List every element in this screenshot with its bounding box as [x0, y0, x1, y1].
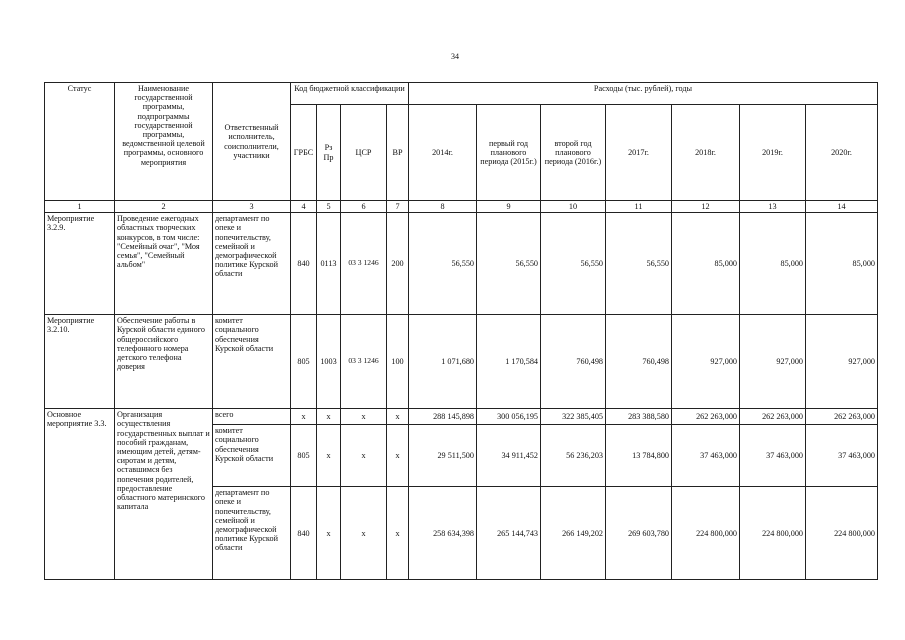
row-value-2018: 927,000	[672, 315, 740, 409]
row-executor: департамент по опеке и попечительству, семейной и демографической политике Курской области	[213, 213, 291, 315]
row-value-2020: 37 463,000	[806, 425, 878, 487]
row-value-2019: 85,000	[740, 213, 806, 315]
column-number: 3	[213, 201, 291, 213]
row-value-2017: 760,498	[606, 315, 672, 409]
column-number: 7	[387, 201, 409, 213]
column-number: 13	[740, 201, 806, 213]
header-status: Статус	[45, 83, 115, 201]
row-name: Проведение ежегодных областных творческих конкурсов, в том числе: "Семейный очаг", "Моя семья", "Семейный альбом"	[115, 213, 213, 315]
row-csr: x	[341, 487, 387, 580]
group-status: Основное мероприятие 3.3.	[45, 409, 115, 580]
column-number: 8	[409, 201, 477, 213]
row-value-2014: 1 071,680	[409, 315, 477, 409]
row-rzpr: x	[317, 409, 341, 425]
row-csr: 03 3 1246	[341, 315, 387, 409]
row-value-2017: 283 388,580	[606, 409, 672, 425]
row-value-2016: 56 236,203	[541, 425, 606, 487]
header-year-2018: 2018г.	[672, 105, 740, 201]
row-value-2015: 34 911,452	[477, 425, 541, 487]
column-number: 9	[477, 201, 541, 213]
row-value-2014: 258 634,398	[409, 487, 477, 580]
row-executor: комитет социального обеспечения Курской области	[213, 425, 291, 487]
row-grbs: 840	[291, 487, 317, 580]
row-csr: x	[341, 409, 387, 425]
row-rzpr: x	[317, 425, 341, 487]
row-value-2017: 56,550	[606, 213, 672, 315]
header-year-2019: 2019г.	[740, 105, 806, 201]
header-expenses: Расходы (тыс. рублей), годы	[409, 83, 878, 105]
row-grbs: 805	[291, 425, 317, 487]
table-row	[45, 409, 878, 425]
group-name: Организация осуществления государственных выплат и пособий гражданам, имеющим детей, детям-сиротам и детям, оставшимся без попечения родителей, предоставление областного материнского капитала	[115, 409, 213, 580]
row-status: Мероприятие 3.2.10.	[45, 315, 115, 409]
header-year-2017: 2017г.	[606, 105, 672, 201]
header-vr: ВР	[387, 105, 409, 201]
column-number: 2	[115, 201, 213, 213]
row-value-2015: 56,550	[477, 213, 541, 315]
row-value-2020: 85,000	[806, 213, 878, 315]
row-value-2015: 1 170,584	[477, 315, 541, 409]
row-value-2016: 56,550	[541, 213, 606, 315]
row-value-2018: 224 800,000	[672, 487, 740, 580]
row-status: Мероприятие 3.2.9.	[45, 213, 115, 315]
row-value-2018: 85,000	[672, 213, 740, 315]
row-value-2014: 56,550	[409, 213, 477, 315]
row-executor: всего	[213, 409, 291, 425]
column-number-row	[45, 201, 878, 213]
column-number: 14	[806, 201, 878, 213]
header-year-2020: 2020г.	[806, 105, 878, 201]
column-number: 12	[672, 201, 740, 213]
row-executor: комитет социального обеспечения Курской области	[213, 315, 291, 409]
row-value-2019: 262 263,000	[740, 409, 806, 425]
row-vr: 100	[387, 315, 409, 409]
header-year-2015: первый год планового периода (2015г.)	[477, 105, 541, 201]
row-value-2016: 266 149,202	[541, 487, 606, 580]
row-value-2016: 322 385,405	[541, 409, 606, 425]
row-value-2020: 927,000	[806, 315, 878, 409]
row-csr: x	[341, 425, 387, 487]
row-value-2014: 29 511,500	[409, 425, 477, 487]
column-number: 4	[291, 201, 317, 213]
row-value-2019: 224 800,000	[740, 487, 806, 580]
row-value-2018: 262 263,000	[672, 409, 740, 425]
column-number: 6	[341, 201, 387, 213]
header-grbs: ГРБС	[291, 105, 317, 201]
table-row	[45, 213, 878, 315]
row-value-2015: 300 056,195	[477, 409, 541, 425]
row-vr: x	[387, 409, 409, 425]
row-rzpr: 0113	[317, 213, 341, 315]
table-row	[45, 315, 878, 409]
header-rzpr: Рз Пр	[317, 105, 341, 201]
row-csr: 03 3 1246	[341, 213, 387, 315]
page-number: 34	[451, 52, 459, 61]
row-vr: x	[387, 487, 409, 580]
row-value-2017: 269 603,780	[606, 487, 672, 580]
row-value-2019: 37 463,000	[740, 425, 806, 487]
header-csr: ЦСР	[341, 105, 387, 201]
row-value-2019: 927,000	[740, 315, 806, 409]
row-value-2018: 37 463,000	[672, 425, 740, 487]
header-budget-code: Код бюджетной классификации	[291, 83, 409, 105]
header-program-name: Наименование государственной программы, подпрограммы государственной программы, ведомственной целевой программы, основного мероприятия	[115, 83, 213, 201]
row-value-2014: 288 145,898	[409, 409, 477, 425]
row-grbs: 840	[291, 213, 317, 315]
header-year-2016: второй год планового периода (2016г.)	[541, 105, 606, 201]
row-value-2020: 224 800,000	[806, 487, 878, 580]
row-rzpr: 1003	[317, 315, 341, 409]
row-rzpr: x	[317, 487, 341, 580]
column-number: 5	[317, 201, 341, 213]
row-vr: x	[387, 425, 409, 487]
budget-table	[44, 82, 878, 580]
row-vr: 200	[387, 213, 409, 315]
row-grbs: 805	[291, 315, 317, 409]
row-executor: департамент по опеке и попечительству, семейной и демографической политике Курской области	[213, 487, 291, 580]
row-value-2016: 760,498	[541, 315, 606, 409]
header-executor: Ответственный исполнитель, соисполнители, участники	[213, 83, 291, 201]
row-grbs: x	[291, 409, 317, 425]
column-number: 11	[606, 201, 672, 213]
row-value-2017: 13 784,800	[606, 425, 672, 487]
header-row-1	[45, 83, 878, 105]
row-value-2020: 262 263,000	[806, 409, 878, 425]
row-value-2015: 265 144,743	[477, 487, 541, 580]
column-number: 10	[541, 201, 606, 213]
header-year-2014: 2014г.	[409, 105, 477, 201]
column-number: 1	[45, 201, 115, 213]
row-name: Обеспечение работы в Курской области единого общероссийского телефонного номера детского телефона доверия	[115, 315, 213, 409]
